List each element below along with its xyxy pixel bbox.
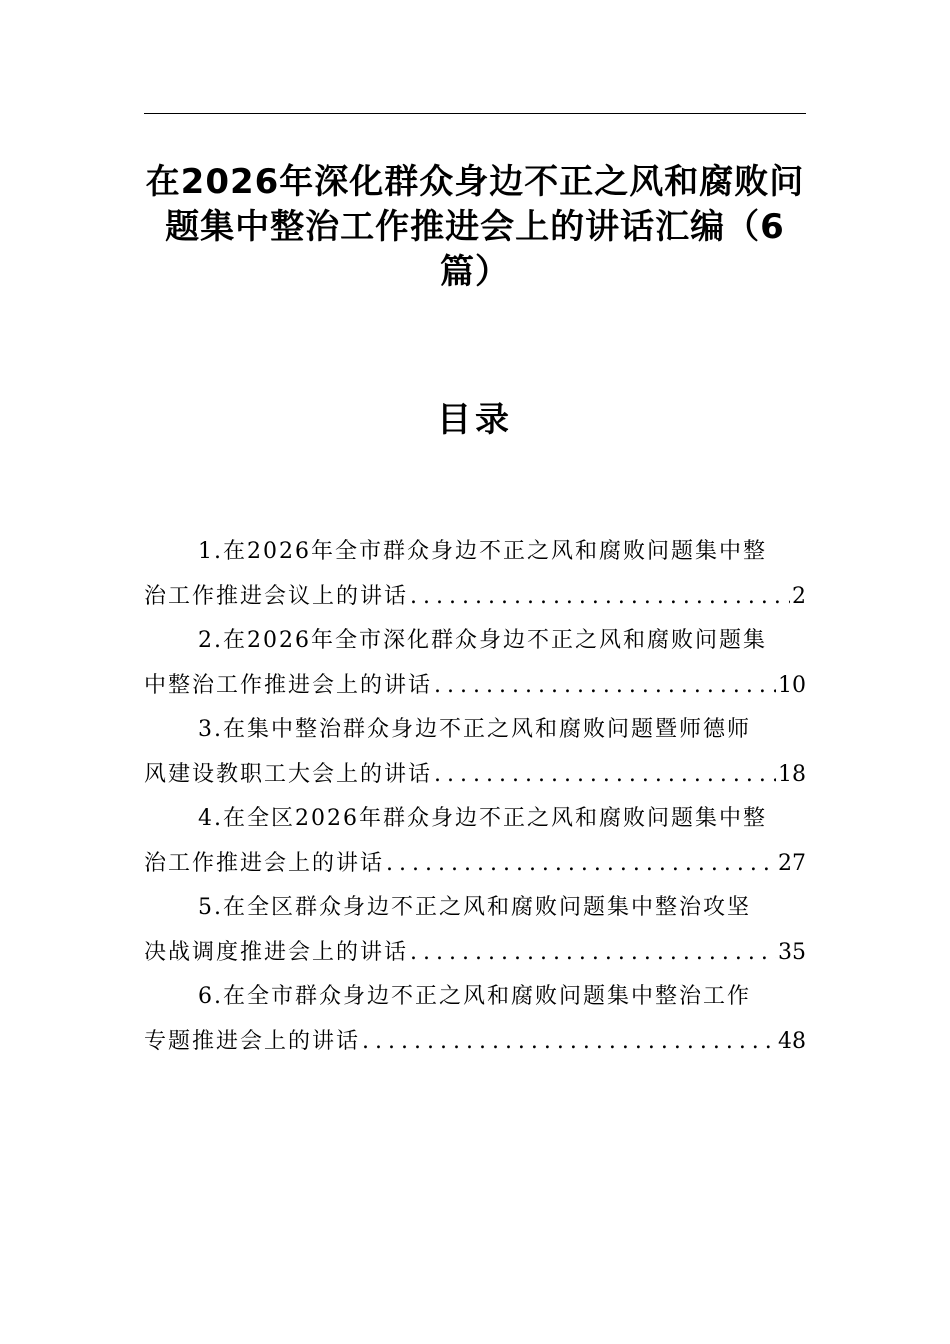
toc-page-number: 18 <box>778 761 806 787</box>
dot-leader <box>434 753 776 798</box>
toc-entry-title-line1: 3.在集中整治群众身边不正之风和腐败问题暨师德师 <box>198 717 751 742</box>
dot-leader <box>410 931 776 976</box>
toc-page-number: 2 <box>792 583 806 609</box>
dot-leader <box>386 842 776 887</box>
toc-page-number: 10 <box>778 672 806 698</box>
toc-page-number: 27 <box>778 850 806 876</box>
toc-entry-1[interactable] <box>144 530 806 619</box>
dot-leader <box>434 664 776 709</box>
toc-entry-5[interactable] <box>144 886 806 975</box>
dot-leader <box>410 575 790 620</box>
toc-entry-4[interactable] <box>144 797 806 886</box>
toc-page-number: 48 <box>778 1028 806 1054</box>
toc-entry-2[interactable] <box>144 619 806 708</box>
document-title: 在2026年深化群众身边不正之风和腐败问题集中整治工作推进会上的讲话汇编（6篇） <box>145 162 805 292</box>
toc-entry-title-line2: 决战调度推进会上的讲话 <box>144 939 409 965</box>
header-rule <box>144 113 806 114</box>
toc-page-number: 35 <box>778 939 806 965</box>
table-of-contents <box>144 530 806 1064</box>
toc-entry-title-line2: 治工作推进会议上的讲话 <box>144 583 409 609</box>
toc-entry-title-line1: 2.在2026年全市深化群众身边不正之风和腐败问题集 <box>198 628 767 653</box>
toc-entry-title-line1: 5.在全区群众身边不正之风和腐败问题集中整治攻坚 <box>198 895 751 920</box>
toc-entry-title-line2: 中整治工作推进会上的讲话 <box>144 672 433 698</box>
toc-heading: 目录 <box>437 400 513 440</box>
toc-entry-3[interactable] <box>144 708 806 797</box>
toc-entry-title-line1: 6.在全市群众身边不正之风和腐败问题集中整治工作 <box>198 984 751 1009</box>
toc-entry-title-line2: 专题推进会上的讲话 <box>144 1028 361 1054</box>
toc-entry-6[interactable] <box>144 975 806 1064</box>
toc-entry-title-line2: 风建设教职工大会上的讲话 <box>144 761 433 787</box>
toc-entry-title-line1: 4.在全区2026年群众身边不正之风和腐败问题集中整 <box>198 806 767 831</box>
toc-entry-title-line1: 1.在2026年全市群众身边不正之风和腐败问题集中整 <box>198 539 767 564</box>
toc-entry-title-line2: 治工作推进会上的讲话 <box>144 850 385 876</box>
dot-leader <box>362 1020 776 1065</box>
